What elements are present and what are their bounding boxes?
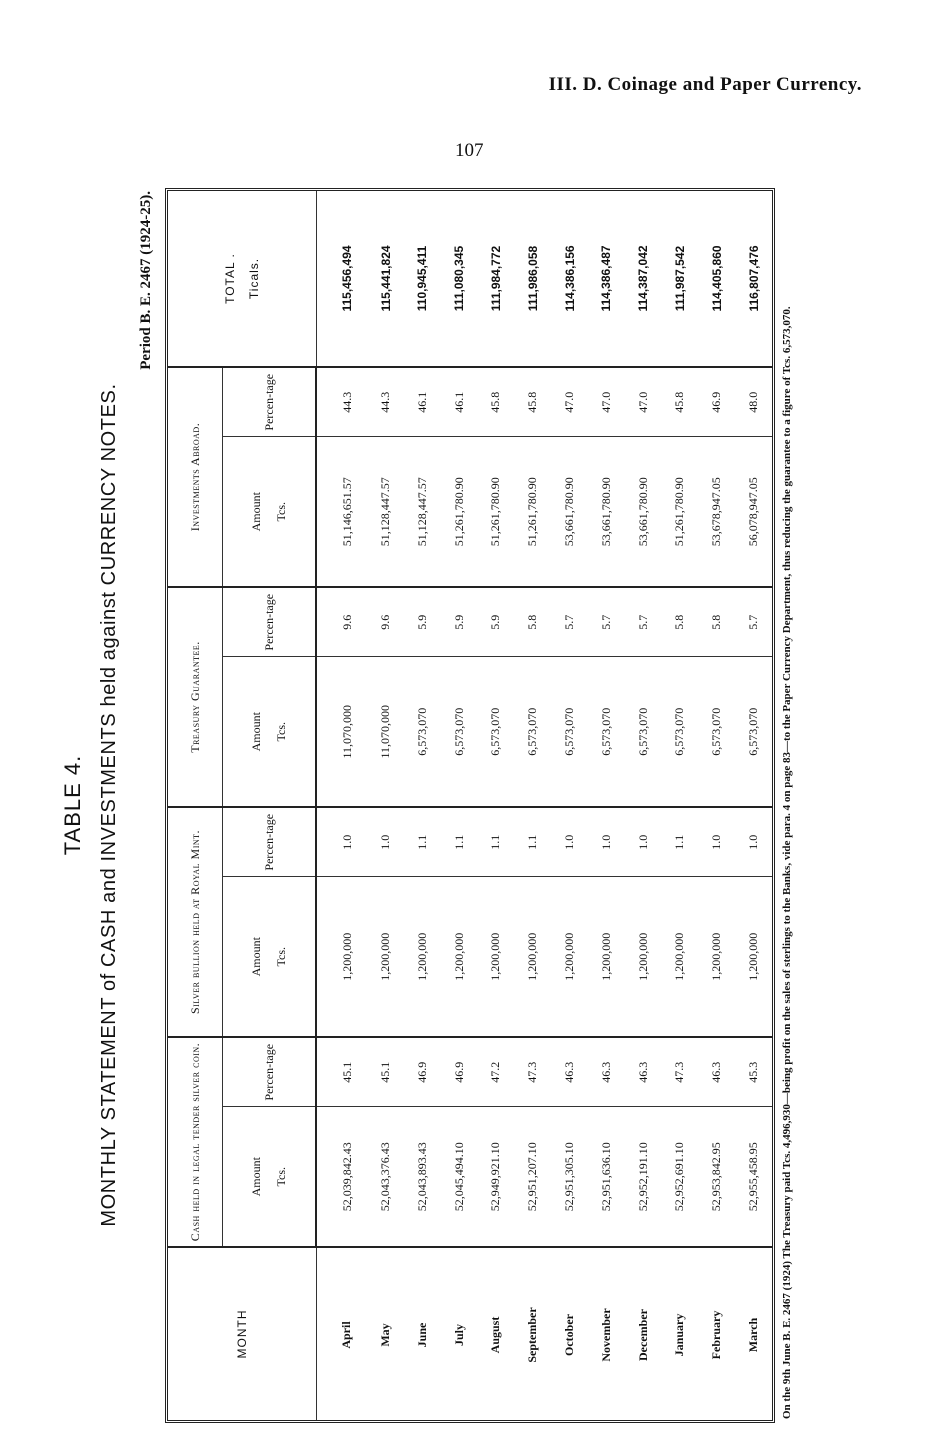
- cash-amount-cell: 52,953,842.95: [698, 1107, 735, 1247]
- month-cell: August: [488, 1316, 503, 1354]
- investments-percentage-cell: 45.8: [478, 367, 515, 437]
- investments-amount-cell: 51,261,780.90: [514, 437, 551, 587]
- investments-amount-cell: 53,661,780.90: [551, 437, 588, 587]
- treasury-percentage-cell: 5.9: [441, 587, 478, 657]
- month-cell: September: [525, 1307, 540, 1363]
- investments-percentage-cell: 47.0: [588, 367, 625, 437]
- cash-percentage-cell: 46.9: [441, 1037, 478, 1107]
- amount-label: Amount: [249, 1157, 263, 1197]
- treasury-amount-cell: 6,573,070: [588, 657, 625, 807]
- cash-amount-cell: 52,952,191.10: [625, 1107, 662, 1247]
- table-row: [367, 191, 404, 1420]
- silver-percentage-cell: 1.1: [478, 807, 515, 877]
- treasury-percentage-cell: 5.9: [404, 587, 441, 657]
- treasury-percentage-cell: 5.7: [625, 587, 662, 657]
- spacer-cell: [588, 1247, 625, 1250]
- total-cell: 111,987,542: [662, 191, 699, 367]
- spacer-cell: [316, 1247, 367, 1250]
- silver-percentage-cell: 1.0: [588, 807, 625, 877]
- silver-amount-cell: 1,200,000: [367, 877, 404, 1037]
- table-label: TABLE 4.: [60, 754, 85, 856]
- month-cell: June: [414, 1322, 429, 1348]
- investments-amount-cell: 51,128,447.57: [404, 437, 441, 587]
- silver-percentage-cell: 1.0: [735, 807, 772, 877]
- investments-percentage-cell: 46.1: [441, 367, 478, 437]
- investments-percentage-cell: 46.9: [698, 367, 735, 437]
- table-row: [441, 191, 478, 1420]
- investments-group-header: Investments Abroad.: [168, 367, 223, 587]
- investments-percentage-cell: 47.0: [625, 367, 662, 437]
- spacer-cell: [551, 1247, 588, 1250]
- month-cell: April: [339, 1321, 354, 1349]
- silver-amount-cell: 1,200,000: [404, 877, 441, 1037]
- treasury-amount-cell: 11,070,000: [316, 657, 367, 807]
- investments-percentage-cell: 45.8: [662, 367, 699, 437]
- cash-group-header: Cash held in legal tender silver coin.: [168, 1037, 223, 1247]
- treasury-percentage-cell: 5.8: [662, 587, 699, 657]
- treasury-amount-cell: 6,573,070: [698, 657, 735, 807]
- month-column-header: MONTH: [168, 1247, 316, 1420]
- month-cell: February: [709, 1310, 724, 1360]
- treasury-group-header: Treasury Guarantee.: [168, 587, 223, 807]
- rotated-table-section: [60, 185, 820, 1425]
- table-row: [551, 191, 588, 1420]
- investments-amount-cell: 53,678,947.05: [698, 437, 735, 587]
- cash-percentage-cell: 46.3: [698, 1037, 735, 1107]
- cash-amount-cell: 52,949,921.10: [478, 1107, 515, 1247]
- unit-label: Tcs.: [274, 947, 288, 967]
- silver-amount-cell: 1,200,000: [478, 877, 515, 1037]
- table-row: [316, 191, 367, 1420]
- treasury-percentage-header: Percen-tage: [223, 587, 317, 657]
- treasury-amount-cell: 6,573,070: [514, 657, 551, 807]
- cash-amount-cell: 52,951,207.10: [514, 1107, 551, 1247]
- table-row: [514, 191, 551, 1420]
- investments-percentage-header: Percen-tage: [223, 367, 317, 437]
- table-row: [478, 191, 515, 1420]
- treasury-amount-cell: 6,573,070: [735, 657, 772, 807]
- running-header: III. D. Coinage and Paper Currency.: [548, 74, 862, 95]
- cash-percentage-cell: 45.1: [316, 1037, 367, 1107]
- cash-percentage-cell: 46.3: [551, 1037, 588, 1107]
- silver-amount-cell: 1,200,000: [735, 877, 772, 1037]
- total-cell: 115,441,824: [367, 191, 404, 367]
- cash-amount-header: [223, 1107, 317, 1247]
- treasury-percentage-cell: 5.8: [514, 587, 551, 657]
- investments-amount-cell: 51,146,651.57: [316, 437, 367, 587]
- total-cell: 114,387,042: [625, 191, 662, 367]
- investments-amount-cell: 51,128,447.57: [367, 437, 404, 587]
- unit-label: Tcs.: [274, 721, 288, 742]
- cash-amount-cell: 52,043,376.43: [367, 1107, 404, 1247]
- treasury-percentage-cell: 9.6: [367, 587, 404, 657]
- cash-amount-cell: 52,039,842.43: [316, 1107, 367, 1247]
- cash-percentage-header: Percen-tage: [223, 1037, 317, 1107]
- page-number: 107: [455, 140, 484, 161]
- cash-percentage-cell: 47.2: [478, 1037, 515, 1107]
- total-cell: 116,807,476: [735, 191, 772, 367]
- treasury-amount-header: [223, 657, 317, 807]
- cash-amount-cell: 52,951,636.10: [588, 1107, 625, 1247]
- spacer-cell: [404, 1247, 441, 1250]
- silver-percentage-cell: 1.0: [551, 807, 588, 877]
- amount-label: Amount: [249, 492, 263, 532]
- amount-label: Amount: [249, 712, 263, 752]
- silver-percentage-cell: 1.1: [441, 807, 478, 877]
- spacer-cell: [625, 1247, 662, 1250]
- cash-amount-cell: 52,043,893.43: [404, 1107, 441, 1247]
- total-cell: 110,945,411: [404, 191, 441, 367]
- treasury-amount-cell: 6,573,070: [441, 657, 478, 807]
- total-cell: 114,405,860: [698, 191, 735, 367]
- statement-table: [168, 191, 772, 1420]
- investments-amount-cell: 51,261,780.90: [478, 437, 515, 587]
- treasury-percentage-cell: 5.7: [551, 587, 588, 657]
- cash-percentage-cell: 47.3: [662, 1037, 699, 1107]
- table-title: MONTHLY STATEMENT of CASH and INVESTMENTS held against CURRENCY NOTES.: [98, 383, 120, 1227]
- treasury-amount-cell: 6,573,070: [478, 657, 515, 807]
- investments-percentage-cell: 45.8: [514, 367, 551, 437]
- silver-percentage-cell: 1.0: [625, 807, 662, 877]
- silver-percentage-cell: 1.0: [698, 807, 735, 877]
- spacer-cell: [698, 1247, 735, 1250]
- month-cell: March: [746, 1317, 761, 1353]
- spacer-cell: [441, 1247, 478, 1250]
- investments-amount-cell: 51,261,780.90: [441, 437, 478, 587]
- investments-percentage-cell: 46.1: [404, 367, 441, 437]
- cash-percentage-cell: 46.3: [625, 1037, 662, 1107]
- table-row: [404, 191, 441, 1420]
- period-label: Period B. E. 2467 (1924-25).: [138, 191, 154, 370]
- cash-amount-cell: 52,951,305.10: [551, 1107, 588, 1247]
- silver-percentage-cell: 1.1: [514, 807, 551, 877]
- total-cell: 111,984,772: [478, 191, 515, 367]
- total-column-header: [168, 191, 316, 367]
- table-row: [698, 191, 735, 1420]
- spacer-cell: [735, 1247, 772, 1250]
- spacer-cell: [367, 1247, 404, 1250]
- cash-percentage-cell: 45.3: [735, 1037, 772, 1107]
- silver-amount-cell: 1,200,000: [514, 877, 551, 1037]
- treasury-percentage-cell: 5.7: [588, 587, 625, 657]
- total-cell: 111,080,345: [441, 191, 478, 367]
- total-cell: 114,386,487: [588, 191, 625, 367]
- silver-amount-header: [223, 877, 317, 1037]
- spacer-cell: [662, 1247, 699, 1250]
- silver-amount-cell: 1,200,000: [316, 877, 367, 1037]
- silver-percentage-cell: 1.1: [662, 807, 699, 877]
- spacer-cell: [478, 1247, 515, 1250]
- silver-percentage-cell: 1.0: [367, 807, 404, 877]
- month-cell: October: [562, 1314, 577, 1356]
- treasury-amount-cell: 6,573,070: [551, 657, 588, 807]
- treasury-percentage-cell: 9.6: [316, 587, 367, 657]
- treasury-amount-cell: 11,070,000: [367, 657, 404, 807]
- unit-label: Tcs.: [274, 1167, 288, 1187]
- investments-percentage-cell: 48.0: [735, 367, 772, 437]
- cash-amount-cell: 52,955,458.95: [735, 1107, 772, 1247]
- spacer-cell: [514, 1247, 551, 1250]
- table-row: [588, 191, 625, 1420]
- silver-amount-cell: 1,200,000: [698, 877, 735, 1037]
- table-row: [662, 191, 699, 1420]
- silver-group-header: Silver bullion held at Royal Mint.: [168, 807, 223, 1037]
- cash-amount-cell: 52,045,494.10: [441, 1107, 478, 1247]
- total-unit-label: Ticals.: [246, 257, 261, 300]
- table-row: [625, 191, 662, 1420]
- silver-percentage-header: Percen-tage: [223, 807, 317, 877]
- month-cell: May: [378, 1323, 393, 1347]
- silver-percentage-cell: 1.0: [316, 807, 367, 877]
- treasury-percentage-cell: 5.7: [735, 587, 772, 657]
- total-cell: 111,986,058: [514, 191, 551, 367]
- investments-percentage-cell: 44.3: [367, 367, 404, 437]
- silver-amount-cell: 1,200,000: [551, 877, 588, 1037]
- silver-percentage-cell: 1.1: [404, 807, 441, 877]
- silver-amount-cell: 1,200,000: [441, 877, 478, 1037]
- investments-amount-cell: 53,661,780.90: [588, 437, 625, 587]
- total-cell: 115,456,494: [316, 191, 367, 367]
- investments-amount-cell: 53,661,780.90: [625, 437, 662, 587]
- cash-percentage-cell: 47.3: [514, 1037, 551, 1107]
- cash-amount-cell: 52,952,691.10: [662, 1107, 699, 1247]
- amount-label: Amount: [249, 937, 263, 977]
- month-cell: December: [635, 1309, 650, 1361]
- cash-percentage-cell: 46.3: [588, 1037, 625, 1107]
- silver-amount-cell: 1,200,000: [588, 877, 625, 1037]
- investments-percentage-cell: 44.3: [316, 367, 367, 437]
- cash-percentage-cell: 46.9: [404, 1037, 441, 1107]
- treasury-percentage-cell: 5.9: [478, 587, 515, 657]
- statement-table-frame: [165, 188, 775, 1423]
- total-group-label: TOTAL .: [222, 253, 237, 304]
- cash-percentage-cell: 45.1: [367, 1037, 404, 1107]
- unit-label: Tcs.: [274, 501, 288, 522]
- total-cell: 114,386,156: [551, 191, 588, 367]
- investments-amount-header: [223, 437, 317, 587]
- treasury-amount-cell: 6,573,070: [662, 657, 699, 807]
- month-cell: January: [672, 1313, 687, 1357]
- investments-amount-cell: 56,078,947.05: [735, 437, 772, 587]
- month-cell: July: [451, 1324, 466, 1347]
- treasury-amount-cell: 6,573,070: [404, 657, 441, 807]
- silver-amount-cell: 1,200,000: [625, 877, 662, 1037]
- treasury-amount-cell: 6,573,070: [625, 657, 662, 807]
- investments-percentage-cell: 47.0: [551, 367, 588, 437]
- investments-amount-cell: 51,261,780.90: [662, 437, 699, 587]
- treasury-percentage-cell: 5.8: [698, 587, 735, 657]
- footnote: On the 9th June B. E. 2467 (1924) The Treasury paid Tcs. 4,496,930—being profit on the sales of sterlings to the Banks, vide para. 4 on page 83—to the Paper Currency Department, thus reducing the guarantee to a figure of Tcs. 6,573,070.: [781, 306, 793, 1419]
- silver-amount-cell: 1,200,000: [662, 877, 699, 1037]
- statement-rows: [316, 191, 772, 1420]
- table-row: [735, 191, 772, 1420]
- month-cell: November: [598, 1308, 613, 1362]
